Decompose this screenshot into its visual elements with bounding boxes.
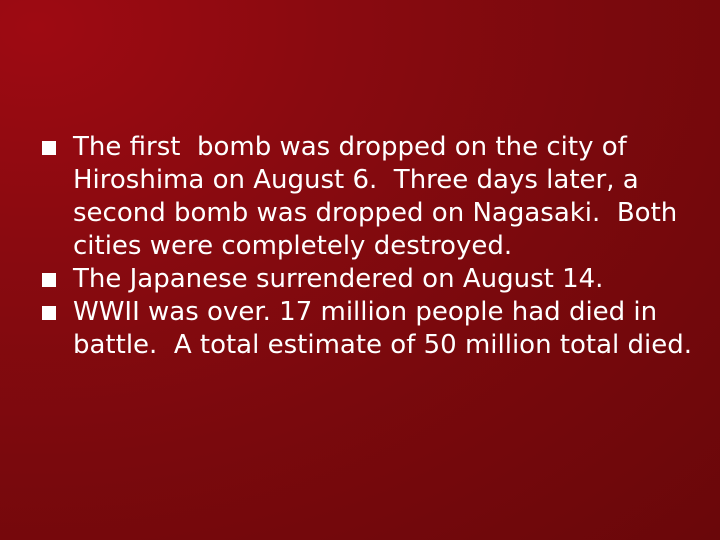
square-bullet-icon bbox=[42, 306, 56, 320]
bullet-item-war-over bbox=[42, 296, 702, 362]
bullet-text: The Japanese surrendered on August 14. bbox=[73, 264, 604, 294]
bullet-item-hiroshima-nagasaki bbox=[42, 131, 702, 263]
bullet-text: The first bomb was dropped on the city of Hiroshima on August 6. Three days later, a second bomb was dropped on Nagasaki. Both cities were completely destroyed. bbox=[73, 132, 686, 261]
bullet-list bbox=[42, 131, 702, 362]
bullet-item-surrender bbox=[42, 263, 702, 296]
square-bullet-icon bbox=[42, 141, 56, 155]
square-bullet-icon bbox=[42, 273, 56, 287]
bullet-text: WWII was over. 17 million people had died in battle. A total estimate of 50 million total died. bbox=[73, 297, 693, 360]
